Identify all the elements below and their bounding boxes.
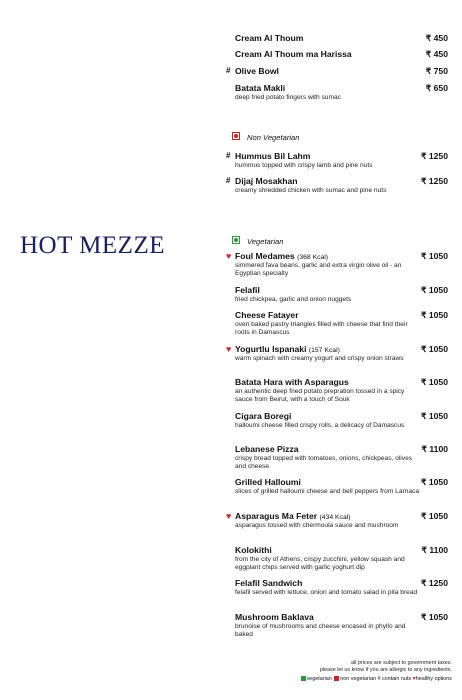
item-name-text: Dijaj Mosakhan bbox=[235, 176, 298, 186]
item-kcal: (434 Kcal) bbox=[319, 514, 351, 521]
category-non-vegetarian bbox=[232, 132, 300, 143]
heart-legend-icon: ♥ bbox=[412, 676, 416, 682]
item-description: warm spinach with creamy yogurt and crispy onion straws bbox=[235, 355, 404, 362]
item-price: ₹ 450 bbox=[425, 49, 448, 59]
item-price: ₹ 1050 bbox=[421, 310, 448, 320]
item-price: ₹ 1050 bbox=[421, 344, 448, 354]
item-price: ₹ 750 bbox=[425, 66, 448, 76]
legend-label: non vegetarian bbox=[340, 676, 376, 682]
item-name-text: Cream Al Thoum bbox=[235, 33, 304, 43]
item-name-text: Mushroom Baklava bbox=[235, 612, 314, 622]
item-price: ₹ 1250 bbox=[421, 578, 448, 588]
item-name-text: Asparagus Ma Feter bbox=[235, 511, 318, 521]
item-description: fried chickpea, garlic and onion nuggets bbox=[235, 296, 352, 303]
non-veg-icon bbox=[232, 132, 240, 140]
item-name-text: Cigara Boregi bbox=[235, 411, 292, 421]
item-description: oven baked pastry triangles filled with cheese that find their roots in Damascus bbox=[235, 321, 408, 337]
item-price: ₹ 1050 bbox=[421, 511, 448, 521]
item-price: ₹ 1050 bbox=[421, 612, 448, 622]
item-description: asparagus tossed with chermoula sauce and mushroom bbox=[235, 522, 399, 529]
item-description: slices of grilled halloumi cheese and bell peppers from Larnaca bbox=[235, 488, 419, 495]
item-description: hummus topped with crispy lamb and pine nuts bbox=[235, 162, 373, 169]
contains-nuts-mark: # bbox=[226, 176, 231, 185]
item-price: ₹ 1100 bbox=[421, 545, 448, 555]
item-kcal: (368 Kcal) bbox=[297, 254, 329, 261]
contains-nuts-mark: # bbox=[226, 151, 231, 160]
item-price: ₹ 1250 bbox=[421, 176, 448, 186]
contains-nuts-mark: # bbox=[226, 66, 231, 75]
item-description: creamy shredded chicken with sumac and pine nuts bbox=[235, 187, 387, 194]
section-title: HOT MEZZE bbox=[20, 232, 165, 259]
item-name-text: Lebanese Pizza bbox=[235, 444, 299, 454]
nonveg-legend-icon bbox=[334, 676, 339, 681]
item-name-text: Felafil bbox=[235, 285, 260, 295]
item-name-text: Olive Bowl bbox=[235, 66, 279, 76]
item-description: crispy bread topped with tomatoes, onions, chickpeas, olives and cheese bbox=[235, 455, 413, 471]
item-kcal: (157 Kcal) bbox=[308, 347, 340, 354]
item-name-text: Foul Medames bbox=[235, 251, 295, 261]
healthy-heart-icon: ♥ bbox=[226, 344, 232, 354]
category-label: Vegetarian bbox=[247, 237, 284, 246]
item-name-text: Batata Hara with Asparagus bbox=[235, 377, 349, 387]
item-name-text: Hummus Bil Lahm bbox=[235, 151, 311, 161]
item-description: an authentic deep fried potato prepration tossed in a spicy sauce from Beirut, with a touch of Souk bbox=[235, 388, 405, 404]
item-name-text: Kolokithi bbox=[235, 545, 272, 555]
footer-allergy-note: please let us know if you are allergic to any ingredients. bbox=[319, 667, 452, 673]
category-vegetarian bbox=[232, 236, 283, 247]
item-description: from the city of Athens, crispy zucchini, yellow squash and eggplant chips served with garlic yoghurt dip bbox=[235, 556, 405, 572]
item-name-text: Grilled Halloumi bbox=[235, 477, 301, 487]
healthy-heart-icon: ♥ bbox=[226, 511, 232, 521]
item-name-text: Felafil Sandwich bbox=[235, 578, 303, 588]
item-price: ₹ 1050 bbox=[421, 411, 448, 421]
item-description: deep fried potato fingers with sumac bbox=[235, 94, 341, 101]
item-price: ₹ 450 bbox=[425, 33, 448, 43]
legend-label: healthy options bbox=[415, 676, 452, 682]
item-price: ₹ 1250 bbox=[421, 151, 448, 161]
item-price: ₹ 1050 bbox=[421, 285, 448, 295]
item-price: ₹ 650 bbox=[425, 83, 448, 93]
item-price: ₹ 1050 bbox=[421, 377, 448, 387]
healthy-heart-icon: ♥ bbox=[226, 251, 232, 261]
item-price: ₹ 1050 bbox=[421, 251, 448, 261]
legend-label: # contain nuts bbox=[377, 676, 412, 682]
item-price: ₹ 1050 bbox=[421, 477, 448, 487]
category-label: Non Vegetarian bbox=[247, 133, 300, 142]
footer-tax-note: all prices are subject to government taxes. bbox=[351, 660, 452, 666]
item-name-text: Cheese Fatayer bbox=[235, 310, 299, 320]
item-description: halloumi cheese filled crispy rolls, a delicacy of Damascus bbox=[235, 422, 405, 429]
item-name-text: Cream Al Thoum ma Harissa bbox=[235, 49, 352, 59]
veg-legend-icon bbox=[301, 676, 306, 681]
item-name-text: Batata Makli bbox=[235, 83, 286, 93]
item-description: simmered fava beans, garlic and extra virgin olive oil - an Egyptian specialty bbox=[235, 262, 402, 278]
legend bbox=[0, 676, 452, 683]
legend-label: vegetarian bbox=[306, 676, 332, 682]
item-description: brunoise of mushrooms and cheese encased in phyllo and baked bbox=[235, 623, 406, 639]
item-price: ₹ 1100 bbox=[421, 444, 448, 454]
item-name-text: Yogurtlu Ispanaki bbox=[235, 344, 307, 354]
veg-icon bbox=[232, 236, 240, 244]
item-description: felafil served with lettuce, onion and tomato salad in pita bread bbox=[235, 589, 418, 596]
